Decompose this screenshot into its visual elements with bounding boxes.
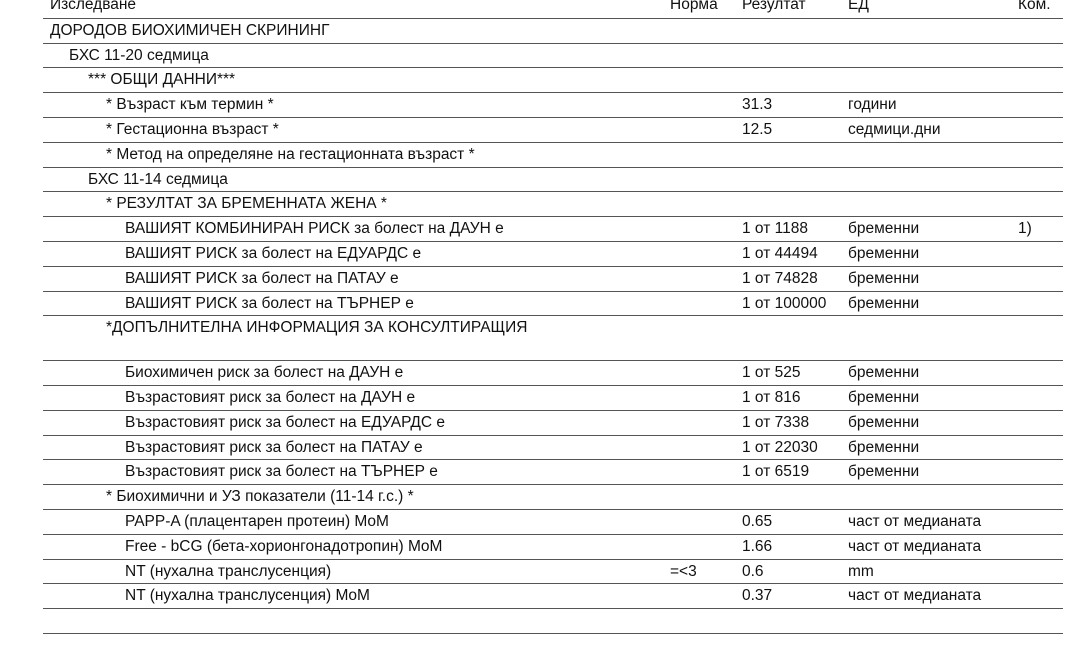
row-name: ВАШИЯТ РИСК за болест на ТЪРНЕР е [125, 294, 414, 312]
table-row [43, 292, 1063, 317]
row-unit: бременни [848, 294, 920, 312]
row-name: Биохимичен риск за болест на ДАУН е [125, 364, 404, 382]
row-result: 1 от 7338 [742, 413, 810, 431]
row-name: Възрастовият риск за болест на ТЪРНЕР е [125, 463, 438, 481]
row-unit: бременни [848, 438, 920, 456]
row-name: ДОРОДОВ БИОХИМИЧЕН СКРИНИНГ [50, 21, 330, 39]
row-result: 31.3 [742, 96, 773, 114]
table-header [43, 0, 1063, 19]
row-name: ВАШИЯТ КОМБИНИРАН РИСК за болест на ДАУН е [125, 220, 504, 238]
row-name: PAPP-A (плацентарен протеин) MoM [125, 512, 389, 530]
row-name: * Метод на определяне на гестационната възраст * [106, 145, 475, 163]
row-name: * РЕЗУЛТАТ ЗА БРЕМЕННАТА ЖЕНА * [106, 195, 387, 213]
row-result: 1 от 1188 [742, 220, 808, 238]
row-result: 0.65 [742, 512, 773, 530]
row-name: * Възраст към термин * [106, 96, 274, 114]
header-unit: ЕД [848, 0, 869, 13]
table-row [43, 386, 1063, 411]
table-row [43, 535, 1063, 560]
row-unit: бременни [848, 220, 920, 238]
row-unit: бременни [848, 463, 920, 481]
row-name: БХС 11-14 седмица [88, 170, 228, 188]
header-comment: Ком. [1018, 0, 1051, 13]
table-row [43, 316, 1063, 361]
row-result: 12.5 [742, 120, 773, 138]
row-name: *** ОБЩИ ДАННИ*** [88, 71, 236, 89]
table-row [43, 267, 1063, 292]
row-name: *ДОПЪЛНИТЕЛНА ИНФОРМАЦИЯ ЗА КОНСУЛТИРАЩИЯ [106, 319, 528, 337]
row-unit: седмици.дни [848, 120, 941, 138]
row-name: NT (нухална транслусенция) [125, 562, 332, 580]
row-name: Възрастовият риск за болест на ПАТАУ е [125, 438, 423, 456]
row-result: 1 от 525 [742, 364, 801, 382]
table-row [43, 485, 1063, 510]
table-row [43, 510, 1063, 535]
table-row [43, 361, 1063, 386]
row-name: NT (нухална транслусенция) MoM [125, 587, 370, 605]
table-row [43, 560, 1063, 585]
row-unit: част от медианата [848, 587, 982, 605]
table-row [43, 584, 1063, 609]
table-row [43, 143, 1063, 168]
row-unit: част от медианата [848, 512, 982, 530]
row-name: ВАШИЯТ РИСК за болест на ЕДУАРДС е [125, 244, 422, 262]
header-name: Изследване [50, 0, 137, 13]
row-result: 1 от 44494 [742, 244, 818, 262]
table-row [43, 436, 1063, 461]
row-unit: бременни [848, 269, 920, 287]
row-result: 0.6 [742, 562, 764, 580]
table-row [43, 411, 1063, 436]
row-result: 1 от 816 [742, 388, 801, 406]
header-norm: Норма [670, 0, 718, 13]
row-result: 0.37 [742, 587, 773, 605]
row-name: Възрастовият риск за болест на ДАУН е [125, 388, 416, 406]
row-unit: години [848, 96, 897, 114]
table-row [43, 609, 1063, 634]
row-unit: част от медианата [848, 537, 982, 555]
table-row [43, 168, 1063, 193]
row-name: БХС 11-20 седмица [69, 46, 209, 64]
row-comment: 1) [1018, 220, 1032, 238]
results-table [43, 0, 1063, 634]
row-name: ВАШИЯТ РИСК за болест на ПАТАУ е [125, 269, 399, 287]
row-unit: бременни [848, 413, 920, 431]
table-row [43, 242, 1063, 267]
table-row [43, 44, 1063, 69]
table-row [43, 217, 1063, 242]
row-unit: mm [848, 562, 874, 580]
table-row [43, 19, 1063, 44]
row-result: 1 от 6519 [742, 463, 810, 481]
row-name: * Биохимични и УЗ показатели (11-14 г.с.) * [106, 488, 414, 506]
row-result: 1.66 [742, 537, 773, 555]
header-result: Резултат [742, 0, 806, 13]
table-row [43, 93, 1063, 118]
table-row [43, 192, 1063, 217]
row-result: 1 от 22030 [742, 438, 818, 456]
table-row [43, 118, 1063, 143]
row-result: 1 от 100000 [742, 294, 827, 312]
row-name: Free - bCG (бета-хорионгонадотропин) MoM [125, 537, 443, 555]
table-row [43, 460, 1063, 485]
row-norm: =<3 [670, 562, 697, 580]
row-name: Възрастовият риск за болест на ЕДУАРДС е [125, 413, 446, 431]
row-result: 1 от 74828 [742, 269, 818, 287]
table-row [43, 68, 1063, 93]
row-unit: бременни [848, 388, 920, 406]
row-unit: бременни [848, 364, 920, 382]
row-unit: бременни [848, 244, 920, 262]
row-name: * Гестационна възраст * [106, 120, 279, 138]
